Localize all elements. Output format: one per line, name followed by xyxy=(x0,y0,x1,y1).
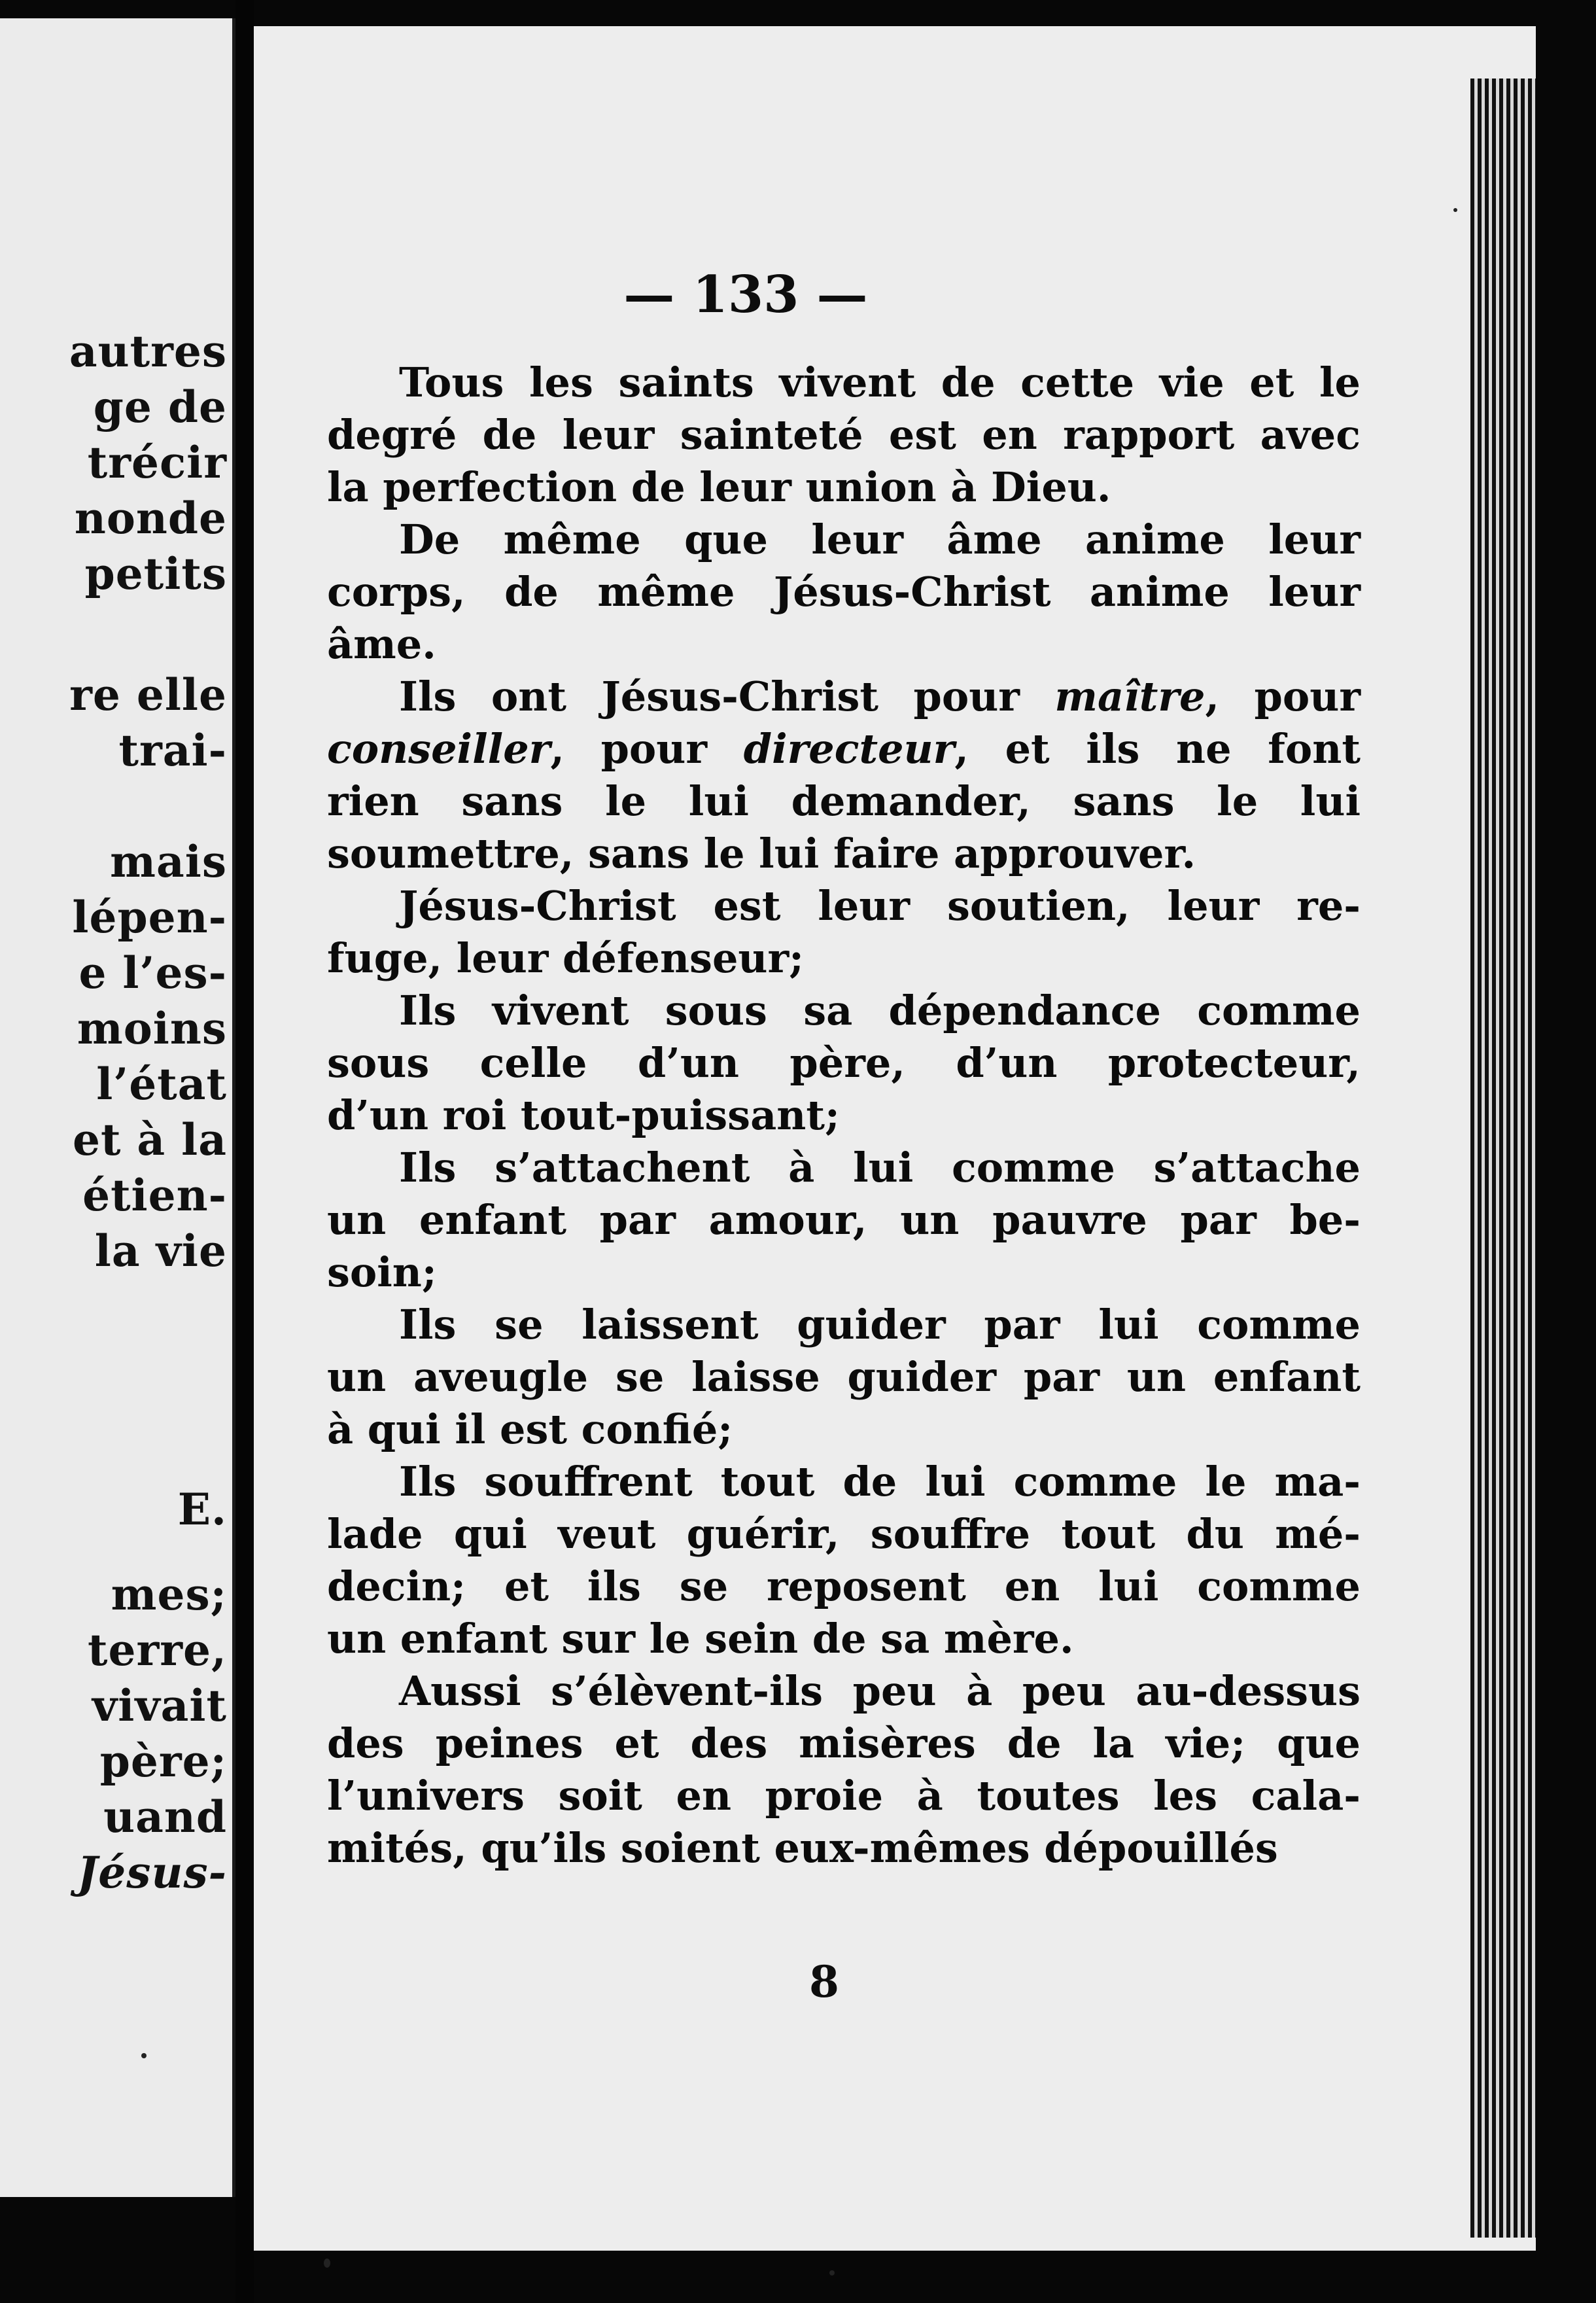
page-edges xyxy=(1470,79,1536,2238)
text-line: Aussi s’élèvent-ils peu à peu au-dessus xyxy=(399,1667,1361,1715)
left-page-line: et à la xyxy=(72,1114,227,1165)
left-page-line: père; xyxy=(99,1736,227,1787)
text-line: des peines et des misères de la vie; que xyxy=(327,1719,1361,1767)
page-number: — 133 — xyxy=(623,265,868,325)
text-line: âme. xyxy=(327,620,436,668)
left-page-line: trécir xyxy=(87,437,227,488)
text-line: Ils vivent sous sa dépendance comme xyxy=(399,987,1361,1034)
left-page-line: autres xyxy=(69,326,227,377)
text-line: rien sans le lui demander, sans le lui xyxy=(327,777,1361,825)
left-page-line: moins xyxy=(77,1003,227,1054)
left-page-line: terre, xyxy=(88,1625,227,1676)
left-page-line: trai- xyxy=(118,725,227,776)
left-page-line: E. xyxy=(177,1484,227,1535)
text-line: soumettre, sans le lui faire approuver. xyxy=(327,830,1196,877)
left-page-line: re elle xyxy=(69,669,227,720)
left-page-line: lépen- xyxy=(72,892,227,943)
text-line: Jésus-Christ est leur soutien, leur re- xyxy=(399,882,1361,930)
text-line: lade qui veut guérir, souffre tout du mé- xyxy=(327,1510,1361,1558)
text-line: soin; xyxy=(327,1248,437,1296)
left-page-line: Jésus- xyxy=(77,1847,227,1898)
text-line: mités, qu’ils soient eux-mêmes dépouillés xyxy=(327,1824,1278,1872)
text-line: à qui il est confié; xyxy=(327,1405,733,1453)
text-line: De même que leur âme anime leur xyxy=(399,516,1361,563)
left-page-line: la vie xyxy=(94,1225,227,1276)
text-line: Ils souffrent tout de lui comme le ma- xyxy=(399,1458,1361,1505)
text-line: corps, de même Jésus-Christ anime leur xyxy=(327,568,1361,616)
text-line: degré de leur sainteté est en rapport avec xyxy=(327,411,1361,459)
text-line: un aveugle se laisse guider par un enfant xyxy=(327,1353,1361,1401)
ink-speck xyxy=(324,2259,330,2268)
left-page-line: e l’es- xyxy=(78,947,227,998)
left-page-line: mais xyxy=(110,836,227,887)
text-line: Ils ont Jésus-Christ pour maître, pour xyxy=(399,673,1361,720)
text-line: l’univers soit en proie à toutes les cala- xyxy=(327,1772,1361,1820)
text-line: Ils s’attachent à lui comme s’attache xyxy=(399,1144,1361,1191)
page-text xyxy=(327,357,1361,1874)
ink-speck xyxy=(141,2053,147,2058)
text-line: Tous les saints vivent de cette vie et le xyxy=(399,359,1361,406)
text-line: d’un roi tout-puissant; xyxy=(327,1091,840,1139)
left-page-line: mes; xyxy=(111,1569,227,1620)
text-line: sous celle d’un père, d’un protecteur, xyxy=(327,1039,1361,1087)
signature-mark: 8 xyxy=(809,1956,839,2007)
ink-speck xyxy=(1453,208,1457,212)
left-page-line: vivait xyxy=(92,1680,227,1731)
text-line: la perfection de leur union à Dieu. xyxy=(327,463,1111,511)
left-page-line: nonde xyxy=(74,493,227,544)
left-page-line: petits xyxy=(84,548,227,599)
ink-speck xyxy=(829,2270,835,2276)
left-page-line: ge de xyxy=(93,381,227,432)
left-page-line: uand xyxy=(103,1791,227,1842)
left-page-line: étien- xyxy=(82,1170,227,1221)
text-line: decin; et ils se reposent en lui comme xyxy=(327,1562,1361,1610)
left-page-line: l’état xyxy=(96,1059,227,1110)
text-line: Ils se laissent guider par lui comme xyxy=(399,1301,1361,1348)
text-line: un enfant sur le sein de sa mère. xyxy=(327,1615,1074,1662)
text-line: un enfant par amour, un pauvre par be- xyxy=(327,1196,1361,1244)
text-line: conseiller, pour directeur, et ils ne font xyxy=(327,725,1361,773)
text-line: fuge, leur défenseur; xyxy=(327,934,805,982)
previous-page-fragment xyxy=(0,18,239,2197)
